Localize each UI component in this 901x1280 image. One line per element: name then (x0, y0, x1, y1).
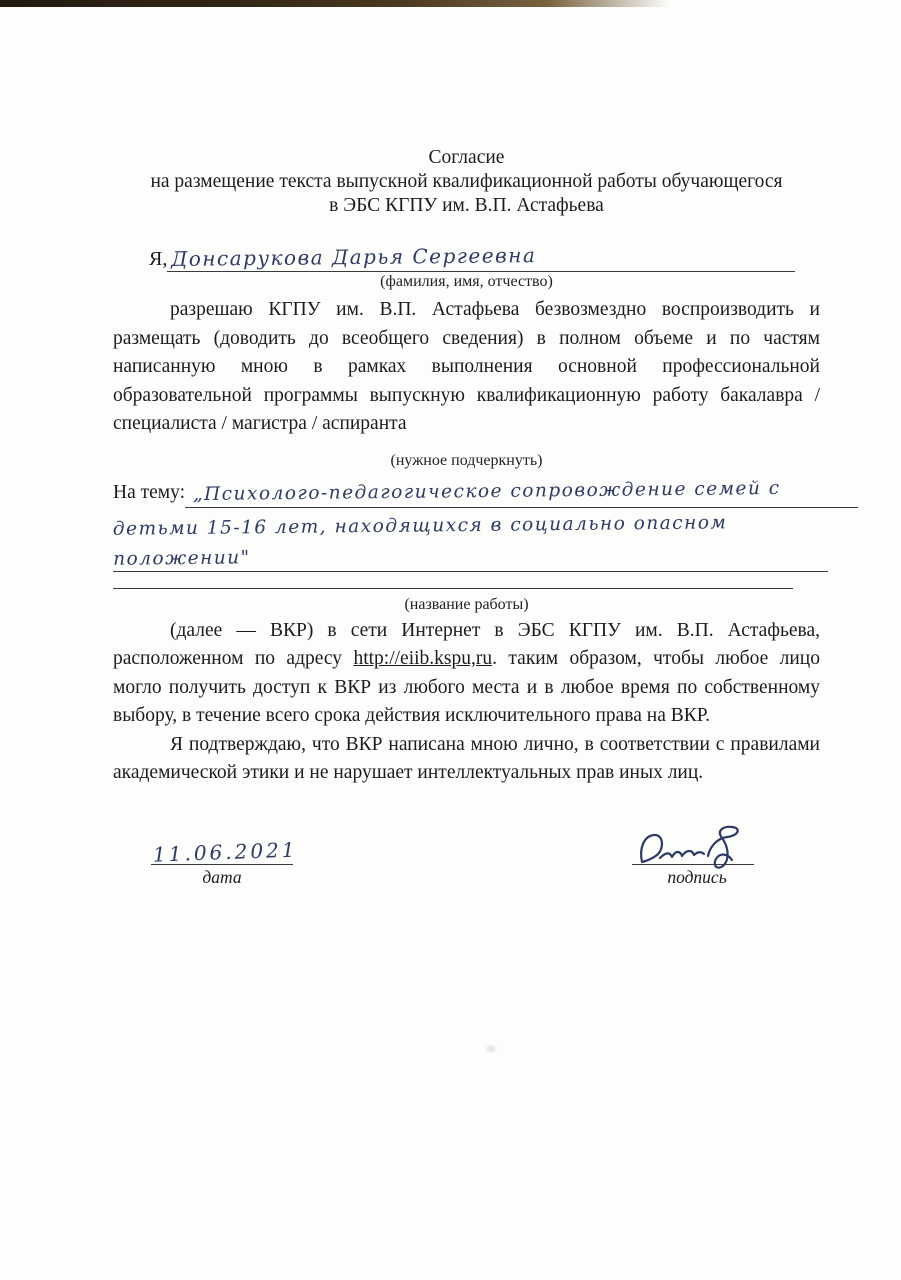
scan-smudge-artifact (484, 1044, 498, 1054)
handwritten-topic-line-2: детьми 15-16 лет, находящихся в социально опасном положении" (112, 511, 728, 570)
paragraph-vkr-part2: . таким образом, чтобы любое лицо могло получить доступ к ВКР из любого места и в любое время по собственному выбору, в течение всего срока действия исключительного права на ВКР. (113, 648, 820, 726)
name-underline (167, 244, 795, 272)
name-caption: (фамилия, имя, отчество) (380, 273, 553, 290)
title-line-1: Согласие (428, 147, 505, 168)
title-line-2: на размещение текста выпускной квалификационной работы обучающегося (150, 171, 783, 192)
paragraph-vkr (113, 617, 820, 731)
topic-line-2 (113, 511, 828, 572)
topic-underline-1 (185, 477, 858, 508)
handwritten-topic-line-1: „Психолого-педагогическое сопровождение семей с (192, 477, 781, 505)
signature-footer (151, 822, 762, 888)
title-line-3: в ЭБС КГПУ им. В.П. Астафьева (329, 195, 604, 216)
handwritten-date: 11.06.2021 (152, 837, 298, 867)
topic-line-1 (113, 477, 858, 508)
name-prefix: Я, (149, 248, 168, 270)
scan-edge-artifact (0, 0, 670, 7)
signature-underline (632, 864, 754, 865)
topic-underline-empty (113, 574, 793, 589)
paragraph-vkr-part1: (далее — ВКР) в сети Интернет в ЭБС КГПУ им. В.П. Астафьева, расположенном по адресу (113, 619, 820, 669)
paragraph-permission: разрешаю КГПУ им. В.П. Астафьева безвозмездно воспроизводить и размещать (доводить до всеобщего сведения) в полном объеме и по частям написанную мною в рамках выполнения основной профессиональной образовательной программы выпускную квалификационную работу бакалавра / специалиста / магистра / аспиранта (113, 299, 820, 434)
topic-caption: (название работы) (404, 595, 529, 613)
name-line (149, 244, 795, 272)
signature-caption: подпись (667, 866, 727, 887)
document-content (113, 146, 820, 888)
handwritten-name: Донсарукова Дарья Сергеевна (171, 243, 537, 271)
topic-label: На тему: (113, 481, 186, 503)
underline-note: (нужное подчеркнуть) (390, 451, 543, 469)
signature-block (632, 822, 762, 888)
date-block (151, 837, 298, 888)
date-underline (151, 837, 298, 867)
paragraph-confirmation: Я подтверждаю, что ВКР написана мною лично, в соответствии с правилами академической этики и не нарушает интеллектуальных прав иных лиц. (113, 733, 820, 783)
library-url-text: http://eiib.kspu,ru (353, 648, 493, 669)
date-caption: дата (202, 866, 242, 887)
document-title (113, 146, 820, 218)
